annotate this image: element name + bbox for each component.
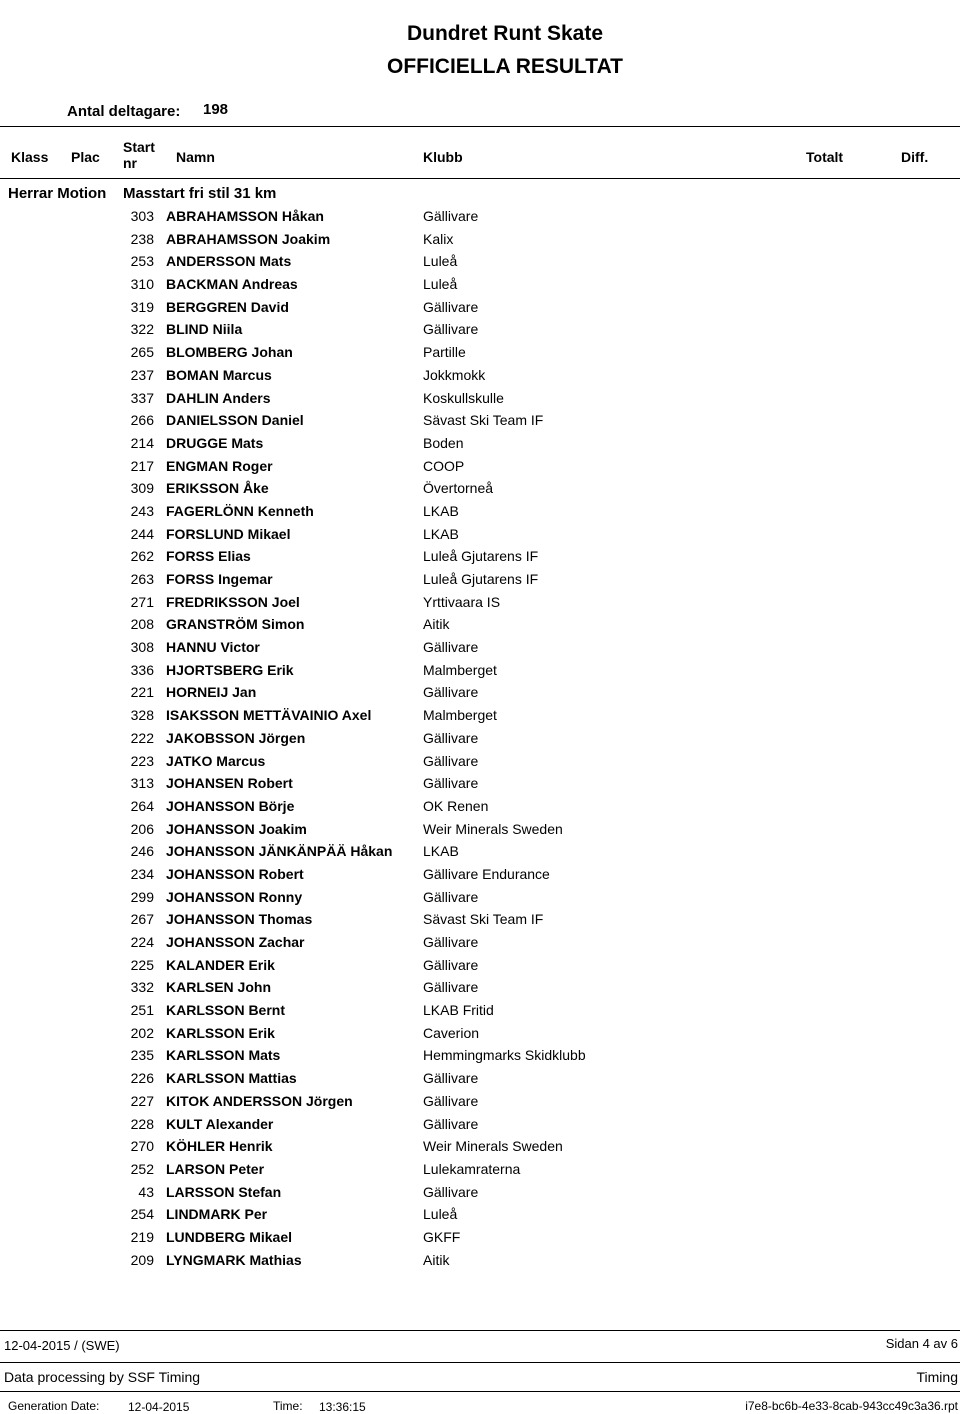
athlete-name: ENGMAN Roger bbox=[166, 457, 273, 474]
start-number: 223 bbox=[130, 752, 154, 769]
athlete-name: KARLSSON Bernt bbox=[166, 1002, 286, 1019]
start-number: 238 bbox=[130, 230, 154, 247]
athlete-name: ERIKSSON Åke bbox=[166, 480, 269, 497]
participants-label: Antal deltagare: bbox=[67, 103, 181, 120]
club-name: Aitik bbox=[423, 1251, 450, 1268]
participants-count: 198 bbox=[203, 101, 229, 118]
athlete-name: DRUGGE Mats bbox=[166, 434, 264, 451]
footer-timing: Timing bbox=[916, 1369, 958, 1385]
club-name: Luleå bbox=[423, 1206, 458, 1223]
result-row bbox=[0, 840, 960, 863]
club-name: Weir Minerals Sweden bbox=[423, 820, 563, 837]
column-plac: Plac bbox=[71, 149, 100, 165]
result-row bbox=[0, 205, 960, 228]
start-number: 253 bbox=[130, 253, 154, 270]
start-number: 208 bbox=[130, 616, 154, 633]
club-name: Gällivare bbox=[423, 1092, 479, 1109]
club-name: Jokkmokk bbox=[423, 366, 486, 383]
club-name: Weir Minerals Sweden bbox=[423, 1138, 563, 1155]
result-row bbox=[0, 500, 960, 523]
athlete-name: HANNU Victor bbox=[166, 639, 260, 656]
result-row bbox=[0, 432, 960, 455]
start-number: 252 bbox=[130, 1160, 154, 1177]
result-row bbox=[0, 1022, 960, 1045]
athlete-name: FREDRIKSSON Joel bbox=[166, 593, 300, 610]
start-number: 234 bbox=[130, 865, 154, 882]
club-name: LKAB bbox=[423, 843, 459, 860]
athlete-name: ABRAHAMSSON Håkan bbox=[166, 208, 324, 224]
athlete-name: ANDERSSON Mats bbox=[166, 253, 292, 270]
athlete-name: JOHANSSON Joakim bbox=[166, 820, 307, 837]
club-name: Gällivare bbox=[423, 1115, 479, 1132]
club-name: LKAB Fritid bbox=[423, 1002, 494, 1019]
athlete-name: HORNEIJ Jan bbox=[166, 684, 257, 701]
result-row bbox=[0, 1249, 960, 1272]
generation-date: 12-04-2015 bbox=[128, 1400, 190, 1414]
footer-top-rule bbox=[0, 1330, 960, 1331]
result-row bbox=[0, 523, 960, 546]
athlete-name: JOHANSSON Thomas bbox=[166, 911, 313, 928]
athlete-name: KÖHLER Henrik bbox=[166, 1138, 273, 1155]
start-number: 228 bbox=[130, 1115, 154, 1132]
start-number: 270 bbox=[130, 1138, 154, 1155]
column-start-line1: Start bbox=[123, 139, 155, 155]
start-number: 310 bbox=[130, 276, 154, 293]
club-name: Gällivare bbox=[423, 208, 479, 224]
club-name: Gällivare bbox=[423, 729, 479, 746]
athlete-name: KULT Alexander bbox=[166, 1115, 274, 1132]
athlete-name: DANIELSSON Daniel bbox=[166, 412, 304, 429]
column-klass: Klass bbox=[11, 149, 49, 165]
column-diff: Diff. bbox=[901, 149, 929, 165]
club-name: Malmberget bbox=[423, 661, 497, 678]
result-row bbox=[0, 795, 960, 818]
footer-bottom-rule bbox=[0, 1391, 960, 1392]
start-number: 206 bbox=[130, 820, 154, 837]
athlete-name: FORSS Elias bbox=[166, 548, 251, 565]
report-file-name: i7e8-bc6b-4e33-8cab-943cc49c3a36.rpt bbox=[745, 1399, 958, 1413]
club-name: Kalix bbox=[423, 230, 454, 247]
athlete-name: JATKO Marcus bbox=[166, 752, 266, 769]
club-name: Gällivare bbox=[423, 752, 479, 769]
result-row bbox=[0, 613, 960, 636]
start-number: 209 bbox=[130, 1251, 154, 1268]
club-name: Hemmingmarks Skidklubb bbox=[423, 1047, 586, 1064]
club-name: Koskullskulle bbox=[423, 389, 504, 406]
athlete-name: KARLSSON Mats bbox=[166, 1047, 281, 1064]
result-row bbox=[0, 455, 960, 478]
start-number: 202 bbox=[130, 1024, 154, 1041]
start-number: 224 bbox=[130, 934, 154, 950]
athlete-name: HJORTSBERG Erik bbox=[166, 661, 294, 678]
result-row bbox=[0, 976, 960, 999]
results-table bbox=[0, 205, 960, 1271]
column-startnr bbox=[123, 139, 155, 171]
result-row bbox=[0, 545, 960, 568]
club-name: Caverion bbox=[423, 1024, 480, 1041]
race-name: Masstart fri stil 31 km bbox=[123, 185, 277, 202]
athlete-name: KALANDER Erik bbox=[166, 956, 275, 973]
club-name: Gällivare bbox=[423, 775, 479, 792]
club-name: Luleå bbox=[423, 276, 458, 293]
result-row bbox=[0, 1226, 960, 1249]
column-totalt: Totalt bbox=[806, 149, 844, 165]
time-value: 13:36:15 bbox=[319, 1400, 366, 1414]
result-row bbox=[0, 1044, 960, 1067]
result-row bbox=[0, 954, 960, 977]
result-row bbox=[0, 1090, 960, 1113]
start-number: 308 bbox=[130, 639, 154, 656]
result-row bbox=[0, 477, 960, 500]
athlete-name: BLIND Niila bbox=[166, 321, 243, 338]
result-row bbox=[0, 1203, 960, 1226]
start-number: 237 bbox=[130, 366, 154, 383]
club-name: Gällivare bbox=[423, 979, 479, 996]
start-number: 254 bbox=[130, 1206, 154, 1223]
time-label: Time: bbox=[273, 1399, 303, 1413]
athlete-name: JOHANSSON Zachar bbox=[166, 934, 305, 950]
start-number: 227 bbox=[130, 1092, 154, 1109]
start-number: 264 bbox=[130, 797, 154, 814]
column-namn: Namn bbox=[176, 149, 215, 165]
start-number: 43 bbox=[138, 1183, 154, 1200]
result-row bbox=[0, 750, 960, 773]
club-name: Gällivare bbox=[423, 956, 479, 973]
club-name: Gällivare bbox=[423, 888, 479, 905]
athlete-name: JOHANSSON Ronny bbox=[166, 888, 303, 905]
footer-processing: Data processing by SSF Timing bbox=[4, 1369, 201, 1385]
athlete-name: FAGERLÖNN Kenneth bbox=[166, 502, 314, 519]
club-name: Partille bbox=[423, 344, 466, 361]
result-row bbox=[0, 273, 960, 296]
event-title: Dundret Runt Skate bbox=[406, 22, 603, 45]
result-row bbox=[0, 886, 960, 909]
athlete-name: ABRAHAMSSON Joakim bbox=[166, 230, 331, 247]
class-name: Herrar Motion bbox=[8, 185, 107, 202]
start-number: 244 bbox=[130, 525, 154, 542]
athlete-name: BOMAN Marcus bbox=[166, 366, 272, 383]
header-top-rule bbox=[0, 126, 960, 127]
start-number: 319 bbox=[130, 298, 154, 315]
result-row bbox=[0, 228, 960, 251]
club-name: Gällivare bbox=[423, 1183, 479, 1200]
athlete-name: FORSLUND Mikael bbox=[166, 525, 291, 542]
start-number: 262 bbox=[130, 548, 154, 565]
result-row bbox=[0, 681, 960, 704]
athlete-name: ISAKSSON METTÄVAINIO Axel bbox=[166, 707, 372, 724]
start-number: 214 bbox=[130, 434, 154, 451]
club-name: Boden bbox=[423, 434, 464, 451]
result-row bbox=[0, 1067, 960, 1090]
athlete-name: DAHLIN Anders bbox=[166, 389, 271, 406]
result-row bbox=[0, 591, 960, 614]
athlete-name: LYNGMARK Mathias bbox=[166, 1251, 302, 1268]
club-name: Luleå Gjutarens IF bbox=[423, 571, 539, 587]
column-start-line2: nr bbox=[123, 155, 137, 171]
athlete-name: KARLSSON Mattias bbox=[166, 1070, 297, 1087]
start-number: 222 bbox=[130, 729, 154, 746]
club-name: Övertorneå bbox=[423, 480, 494, 497]
athlete-name: BLOMBERG Johan bbox=[166, 344, 293, 361]
start-number: 303 bbox=[130, 208, 154, 224]
club-name: Yrttivaara IS bbox=[423, 593, 501, 610]
result-row bbox=[0, 1158, 960, 1181]
start-number: 263 bbox=[130, 571, 154, 587]
result-row bbox=[0, 341, 960, 364]
result-row bbox=[0, 296, 960, 319]
club-name: Gällivare bbox=[423, 321, 479, 338]
result-row bbox=[0, 727, 960, 750]
club-name: LKAB bbox=[423, 525, 459, 542]
athlete-name: LARSON Peter bbox=[166, 1160, 265, 1177]
start-number: 266 bbox=[130, 412, 154, 429]
athlete-name: JOHANSEN Robert bbox=[166, 775, 293, 792]
athlete-name: KARLSSON Erik bbox=[166, 1024, 275, 1041]
result-row bbox=[0, 659, 960, 682]
start-number: 299 bbox=[130, 888, 154, 905]
result-row bbox=[0, 636, 960, 659]
result-row bbox=[0, 250, 960, 273]
column-klubb: Klubb bbox=[423, 149, 463, 165]
results-subtitle: OFFICIELLA RESULTAT bbox=[386, 55, 624, 78]
start-number: 267 bbox=[130, 911, 154, 928]
result-row bbox=[0, 999, 960, 1022]
club-name: Gällivare bbox=[423, 1070, 479, 1087]
result-row bbox=[0, 704, 960, 727]
start-number: 235 bbox=[130, 1047, 154, 1064]
club-name: Gällivare bbox=[423, 934, 479, 950]
athlete-name: KITOK ANDERSSON Jörgen bbox=[166, 1092, 353, 1109]
athlete-name: LUNDBERG Mikael bbox=[166, 1228, 293, 1245]
generation-label: Generation Date: bbox=[8, 1399, 100, 1413]
club-name: Gällivare bbox=[423, 684, 479, 701]
result-row bbox=[0, 387, 960, 410]
start-number: 309 bbox=[130, 480, 154, 497]
result-row bbox=[0, 908, 960, 931]
result-row bbox=[0, 1135, 960, 1158]
club-name: GKFF bbox=[423, 1228, 461, 1245]
start-number: 337 bbox=[130, 389, 154, 406]
athlete-name: KARLSEN John bbox=[166, 979, 271, 996]
result-row bbox=[0, 1181, 960, 1204]
start-number: 313 bbox=[130, 775, 154, 792]
start-number: 271 bbox=[130, 593, 154, 610]
athlete-name: GRANSTRÖM Simon bbox=[166, 616, 305, 633]
result-row bbox=[0, 818, 960, 841]
start-number: 225 bbox=[130, 956, 154, 973]
start-number: 328 bbox=[130, 707, 154, 724]
athlete-name: JOHANSSON Robert bbox=[166, 865, 304, 882]
result-row bbox=[0, 364, 960, 387]
footer-mid-rule bbox=[0, 1362, 960, 1363]
club-name: Lulekamraterna bbox=[423, 1160, 521, 1177]
start-number: 246 bbox=[130, 843, 154, 860]
start-number: 251 bbox=[130, 1002, 154, 1019]
result-row bbox=[0, 318, 960, 341]
athlete-name: JAKOBSSON Jörgen bbox=[166, 729, 306, 746]
athlete-name: FORSS Ingemar bbox=[166, 571, 273, 587]
athlete-name: BERGGREN David bbox=[166, 298, 289, 315]
result-row bbox=[0, 772, 960, 795]
footer-page-info: Sidan 4 av 6 bbox=[885, 1336, 958, 1351]
start-number: 332 bbox=[130, 979, 154, 996]
club-name: Luleå bbox=[423, 253, 458, 270]
result-row bbox=[0, 1113, 960, 1136]
athlete-name: BACKMAN Andreas bbox=[166, 276, 298, 293]
start-number: 219 bbox=[130, 1228, 154, 1245]
club-name: Aitik bbox=[423, 616, 450, 633]
club-name: Sävast Ski Team IF bbox=[423, 412, 544, 429]
result-row bbox=[0, 863, 960, 886]
club-name: COOP bbox=[423, 457, 465, 474]
athlete-name: JOHANSSON JÄNKÄNPÄÄ Håkan bbox=[166, 843, 393, 860]
start-number: 217 bbox=[130, 457, 154, 474]
result-row bbox=[0, 931, 960, 954]
result-row bbox=[0, 409, 960, 432]
start-number: 226 bbox=[130, 1070, 154, 1087]
start-number: 243 bbox=[130, 502, 154, 519]
club-name: Gällivare Endurance bbox=[423, 865, 550, 882]
club-name: OK Renen bbox=[423, 797, 489, 814]
club-name: Luleå Gjutarens IF bbox=[423, 548, 539, 565]
club-name: LKAB bbox=[423, 502, 459, 519]
header-bottom-rule bbox=[0, 178, 960, 179]
start-number: 265 bbox=[130, 344, 154, 361]
club-name: Sävast Ski Team IF bbox=[423, 911, 544, 928]
result-row bbox=[0, 568, 960, 591]
start-number: 336 bbox=[130, 661, 154, 678]
athlete-name: LINDMARK Per bbox=[166, 1206, 268, 1223]
athlete-name: JOHANSSON Börje bbox=[166, 797, 295, 814]
athlete-name: LARSSON Stefan bbox=[166, 1183, 282, 1200]
start-number: 322 bbox=[130, 321, 154, 338]
footer-date-info: 12-04-2015 / (SWE) bbox=[4, 1338, 120, 1353]
club-name: Malmberget bbox=[423, 707, 497, 724]
start-number: 221 bbox=[130, 684, 154, 701]
club-name: Gällivare bbox=[423, 639, 479, 656]
club-name: Gällivare bbox=[423, 298, 479, 315]
